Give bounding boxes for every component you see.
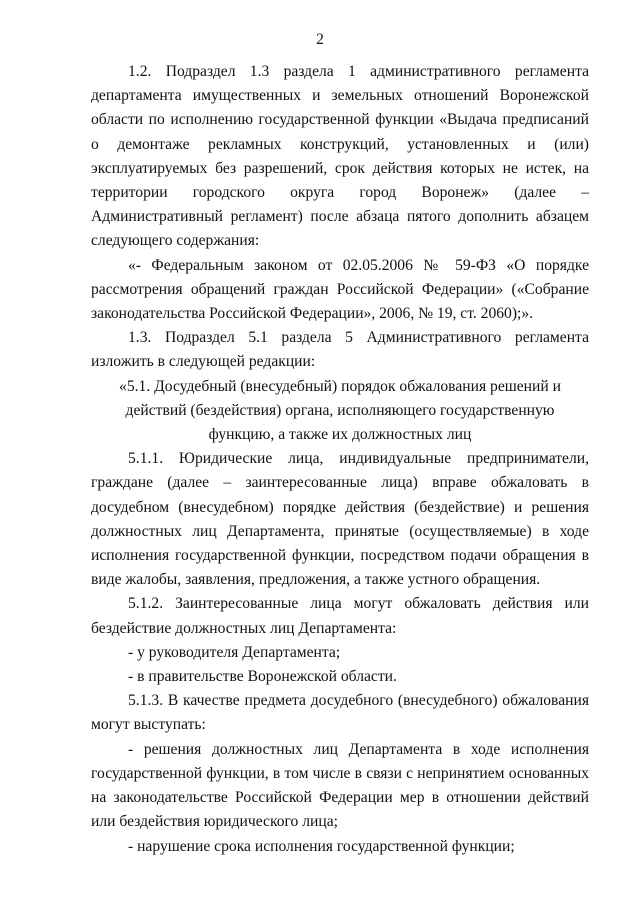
section-heading-5-1: «5.1. Досудебный (внесудебный) порядок обжалования решений и действий (бездействия) органа, исполняющего государственную функцию, а также их должностных лиц bbox=[119, 377, 561, 444]
list-item-deadline-violation: - нарушение срока исполнения государственной функции; bbox=[128, 837, 515, 855]
page-number: 2 bbox=[316, 31, 324, 48]
paragraph-5-1-3: 5.1.3. В качестве предмета досудебного (внесудебного) обжалования могут выступать: bbox=[91, 692, 589, 734]
document-body bbox=[91, 60, 589, 859]
paragraph-5-1-1: 5.1.1. Юридические лица, индивидуальные предприниматели, граждане (далее – заинтересованные лица) вправе обжаловать в досудебном (внесудебном) порядке действия (бездействие) и решения должностных лиц Департамента, принятые (осуществляемые) в ходе исполнения государственной функции, посредством подачи обращения в виде жалобы, заявления, предложения, а также устного обращения. bbox=[91, 450, 589, 589]
paragraph-federal-law: «- Федеральным законом от 02.05.2006 № 59-ФЗ «О порядке рассмотрения обращений граждан Российской Федерации» («Собрание законодательства Российской Федерации», 2006, № 19, ст. 2060);». bbox=[91, 256, 589, 323]
paragraph-1-3: 1.3. Подраздел 5.1 раздела 5 Административного регламента изложить в следующей редакции: bbox=[91, 329, 589, 371]
list-item-officials-decisions: - решения должностных лиц Департамента в ходе исполнения государственной функции, в том числе в связи с непринятием основанных на законодательстве Российской Федерации мер в отношении действий или бездействия юридического лица; bbox=[91, 740, 589, 831]
list-item-head-of-department: - у руководителя Департамента; bbox=[128, 643, 341, 661]
list-item-regional-government: - в правительстве Воронежской области. bbox=[128, 668, 397, 686]
paragraph-5-1-2: 5.1.2. Заинтересованные лица могут обжаловать действия или бездействие должностных лиц Департамента: bbox=[91, 595, 589, 637]
paragraph-1-2: 1.2. Подраздел 1.3 раздела 1 административного регламента департамента имущественных и земельных отношений Воронежской области по исполнению государственной функции «Выдача предписаний о демонтаже рекламных конструкций, установленных и (или) эксплуатируемых без разрешений, срок действия которых не истек, на территории городского округа город Воронеж» (далее – Административный регламент) после абзаца пятого дополнить абзацем следующего содержания: bbox=[91, 63, 589, 250]
